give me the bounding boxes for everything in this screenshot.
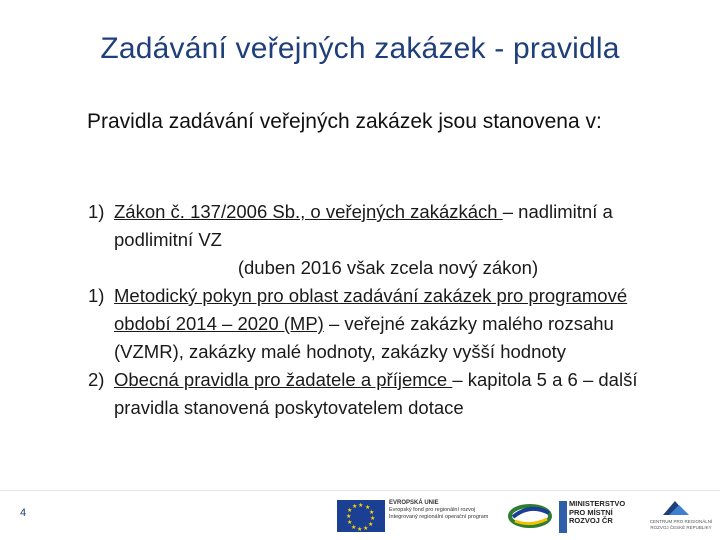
footer-divider (0, 490, 720, 491)
item-note: (duben 2016 však zcela nový zákon) (237, 257, 539, 278)
eu-logo-text (389, 500, 499, 521)
irop-logo-icon (505, 501, 555, 531)
eu-flag-icon: ★ ★ ★ ★ ★ ★ ★ ★ ★ ★ ★ ★ (337, 500, 385, 532)
ministry-logo-text (569, 500, 625, 526)
intro-text: Pravidla zadávání veřejných zakázek jsou stanovena v: (87, 110, 602, 133)
list-item (88, 366, 688, 422)
methodology-link[interactable]: Metodický pokyn pro oblast zadávání zakázek pro programové období 2014 – 2020 (MP) (114, 285, 628, 334)
crr-logo-icon (633, 499, 717, 519)
item-description: – nadlimitní a podlimitní VZ (114, 201, 613, 250)
item-number: 2) (88, 369, 105, 390)
eu-name: EVROPSKÁ UNIE (389, 500, 439, 506)
slide-title: Zadávání veřejných zakázek - pravidla (100, 32, 620, 65)
crr-logo (633, 499, 717, 535)
ministry-logo-icon (559, 501, 567, 533)
item-description: – kapitola 5 a 6 – další pravidla stanovená poskytovatelem dotace (114, 369, 638, 418)
ministry-line: PRO MÍSTNÍ (569, 507, 613, 517)
list-item (88, 198, 688, 254)
page-number: 4 (20, 507, 27, 519)
ministry-line: ROZVOJ ČR (569, 516, 613, 525)
item-number: 1) (88, 201, 105, 222)
general-rules-link[interactable]: Obecná pravidla pro žadatele a příjemce (114, 369, 453, 390)
ministry-line: MINISTERSTVO (569, 499, 626, 508)
eu-programme: Integrovaný regionální operační program (389, 514, 489, 520)
crr-logo-text: CENTRUM PRO REGIONÁLNÍ ROZVOJ ČESKÉ REPUBLIKY (649, 519, 713, 530)
law-link[interactable]: Zákon č. 137/2006 Sb., o veřejných zakázkách (114, 201, 503, 222)
eu-fund: Evropský fond pro regionální rozvoj (389, 507, 476, 513)
item-number: 1) (88, 285, 105, 306)
rules-list (88, 198, 688, 422)
footer-logos (333, 497, 718, 537)
list-item (88, 282, 688, 366)
item-description: – veřejné zakázky malého rozsahu (VZMR), zakázky malé hodnoty, zakázky vyšší hodnoty (114, 313, 614, 362)
